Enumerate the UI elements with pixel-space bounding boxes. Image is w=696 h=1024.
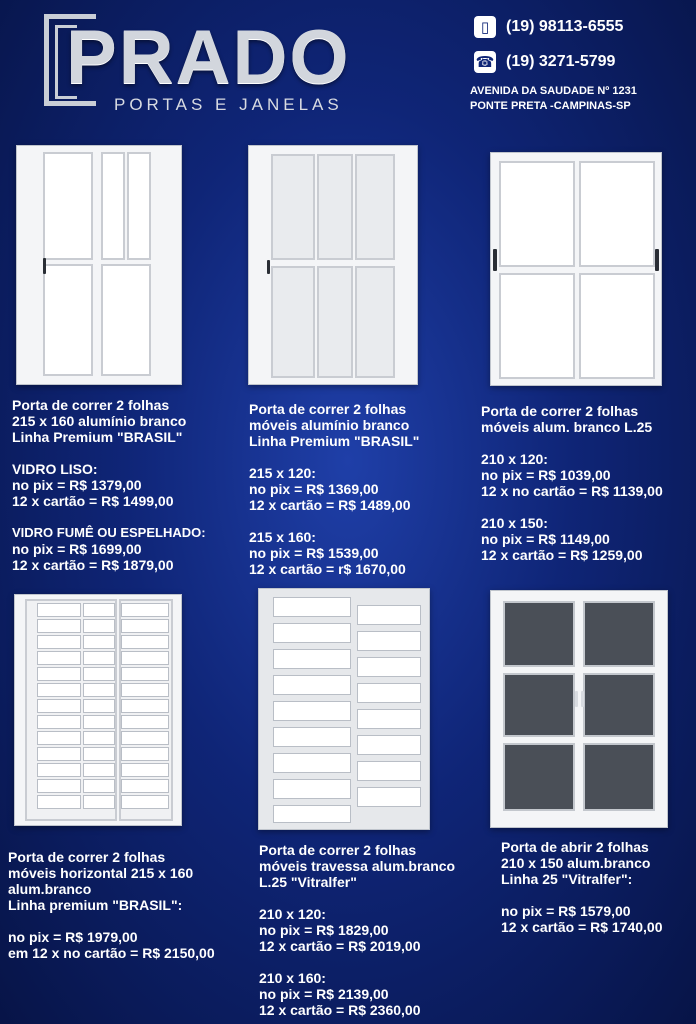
product-5-image <box>258 588 430 830</box>
product-3-title-line-2: móveis alum. branco L.25 <box>481 419 653 435</box>
product-3-option-2-heading: 210 x 150: <box>481 515 548 531</box>
product-6-card: 12 x cartão = R$ 1740,00 <box>501 919 663 935</box>
mobile-phone-icon: ▯ <box>474 16 496 38</box>
product-4-title-line-4: Linha premium "BRASIL": <box>8 897 183 913</box>
address-line-1: AVENIDA DA SAUDADE Nº 1231 <box>470 85 637 97</box>
product-2-image <box>248 145 418 385</box>
contact-mobile <box>474 16 623 38</box>
product-3-option-1-heading: 210 x 120: <box>481 451 548 467</box>
product-3-description <box>481 403 663 563</box>
product-3-option-1-pix: no pix = R$ 1039,00 <box>481 467 611 483</box>
product-4-title-line-1: Porta de correr 2 folhas <box>8 849 166 865</box>
product-3-option-2-pix: no pix = R$ 1149,00 <box>481 531 610 547</box>
product-6-image <box>490 590 668 828</box>
product-5-option-1-heading: 210 x 120: <box>259 906 326 922</box>
product-4-card: em 12 x no cartão = R$ 2150,00 <box>8 945 215 961</box>
product-5-option-2-heading: 210 x 160: <box>259 970 326 986</box>
product-3-option-1-card: 12 x no cartão = R$ 1139,00 <box>481 483 663 499</box>
product-4-pix: no pix = R$ 1979,00 <box>8 929 138 945</box>
product-3-image <box>490 152 662 386</box>
product-4-description <box>8 849 215 961</box>
product-6-description <box>501 839 663 935</box>
product-5-option-2-card: 12 x cartão = R$ 2360,00 <box>259 1002 421 1018</box>
product-5-title-line-2: móveis travessa alum.branco <box>259 858 456 874</box>
product-5-option-2-pix: no pix = R$ 2139,00 <box>259 986 389 1002</box>
product-5-title-line-1: Porta de correr 2 folhas <box>259 842 417 858</box>
product-4-image <box>14 594 182 826</box>
product-4-title-line-2: móveis horizontal 215 x 160 <box>8 865 194 881</box>
logo-subtitle: PORTAS E JANELAS <box>114 95 343 114</box>
product-1-option-2-pix: no pix = R$ 1699,00 <box>12 541 142 557</box>
product-3-title-line-1: Porta de correr 2 folhas <box>481 403 639 419</box>
product-2-title-line-3: Linha Premium "BRASIL" <box>249 433 420 449</box>
product-2-option-1-heading: 215 x 120: <box>249 465 316 481</box>
product-5-option-1-card: 12 x cartão = R$ 2019,00 <box>259 938 421 954</box>
product-6-title-line-1: Porta de abrir 2 folhas <box>501 839 649 855</box>
product-5-description <box>259 842 455 1018</box>
product-1-option-2-heading: VIDRO FUMÊ OU ESPELHADO: <box>12 525 206 540</box>
telephone-icon: ☎ <box>475 53 495 71</box>
contact-landline <box>474 51 615 73</box>
product-4-title-line-3: alum.branco <box>8 881 92 897</box>
landline-phone-number[interactable]: (19) 3271-5799 <box>506 53 616 70</box>
product-1-option-1-card: 12 x cartão = R$ 1499,00 <box>12 493 174 509</box>
product-2-title-line-1: Porta de correr 2 folhas <box>249 401 407 417</box>
logo-text: PRADO <box>66 15 351 100</box>
product-2-option-1-card: 12 x cartão = R$ 1489,00 <box>249 497 411 513</box>
product-6-title-line-3: Linha 25 "Vitralfer": <box>501 871 633 887</box>
address-line-2: PONTE PRETA -CAMPINAS-SP <box>470 100 631 112</box>
product-1-title-line-2: 215 x 160 alumínio branco <box>12 413 187 429</box>
product-1-option-2-card: 12 x cartão = R$ 1879,00 <box>12 557 174 573</box>
product-2-option-1-pix: no pix = R$ 1369,00 <box>249 481 379 497</box>
product-5-title-line-3: L.25 "Vitralfer" <box>259 874 357 890</box>
product-6-title-line-2: 210 x 150 alum.branco <box>501 855 651 871</box>
mobile-phone-number[interactable]: (19) 98113-6555 <box>506 18 624 35</box>
product-1-title-line-1: Porta de correr 2 folhas <box>12 397 170 413</box>
product-2-title-line-2: móveis alumínio branco <box>249 417 410 433</box>
product-2-option-2-pix: no pix = R$ 1539,00 <box>249 545 379 561</box>
product-1-option-1-pix: no pix = R$ 1379,00 <box>12 477 142 493</box>
product-2-option-2-card: 12 x cartão = r$ 1670,00 <box>249 561 406 577</box>
product-2-option-2-heading: 215 x 160: <box>249 529 316 545</box>
product-2-description <box>249 401 419 577</box>
product-1-option-1-heading: VIDRO LISO: <box>12 461 98 477</box>
product-3-option-2-card: 12 x cartão = R$ 1259,00 <box>481 547 643 563</box>
product-1-title-line-3: Linha Premium "BRASIL" <box>12 429 183 445</box>
product-6-pix: no pix = R$ 1579,00 <box>501 903 631 919</box>
product-5-option-1-pix: no pix = R$ 1829,00 <box>259 922 389 938</box>
product-1-image <box>16 145 182 385</box>
product-1-description <box>12 397 206 573</box>
